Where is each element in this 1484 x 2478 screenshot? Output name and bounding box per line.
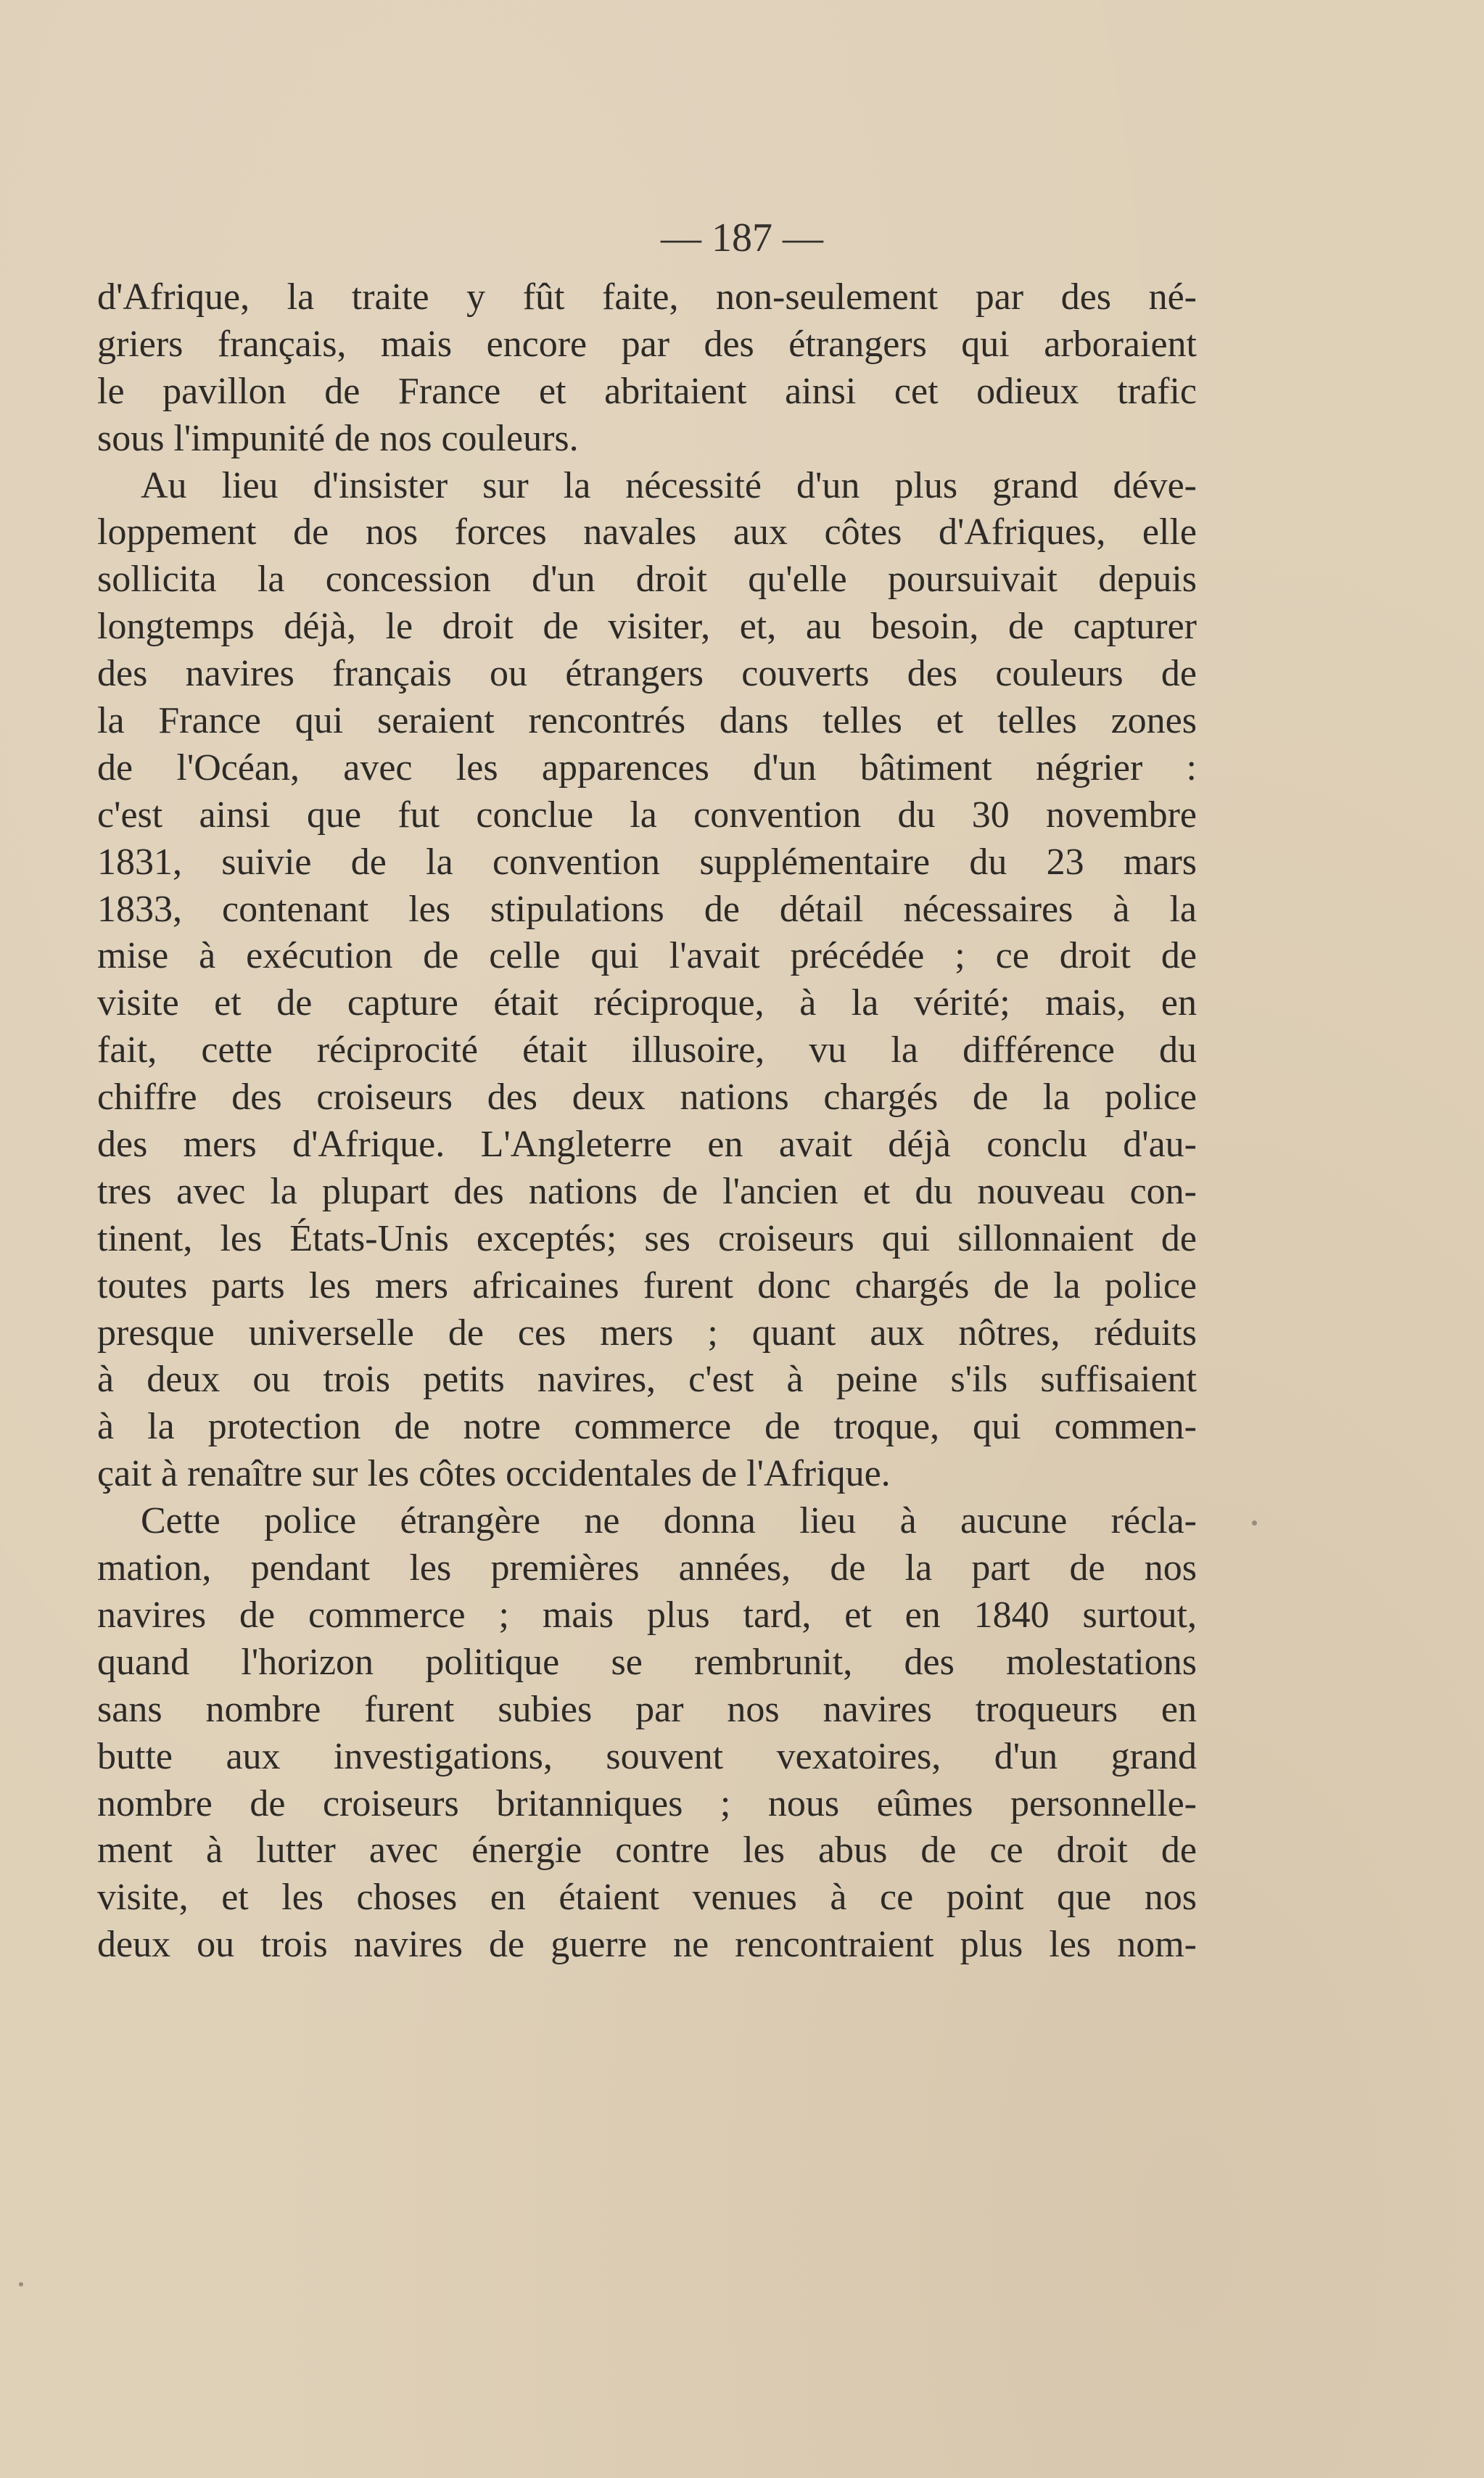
text-line: de l'Océan, avec les apparences d'un bâtiment négrier : [97,746,1197,789]
text-line: sans nombre furent subies par nos navires troqueurs en [97,1688,1197,1730]
text-line: 1833, contenant les stipulations de détail nécessaires à la [97,888,1197,930]
text-line: fait, cette réciprocité était illusoire, vu la différence du [97,1029,1197,1071]
text-line: des mers d'Afrique. L'Angleterre en avait déjà conclu d'au- [97,1124,1197,1166]
text-line: navires de commerce ; mais plus tard, et en 1840 surtout, [97,1594,1197,1636]
text-line: toutes parts les mers africaines furent donc chargés de la police [97,1264,1197,1306]
text-line: visite et de capture était réciproque, à la vérité; mais, en [97,982,1197,1024]
text-line: 1831, suivie de la convention supplémentaire du 23 mars [97,841,1197,883]
text-line: butte aux investigations, souvent vexatoires, d'un grand [97,1735,1197,1777]
text-line: loppement de nos forces navales aux côtes d'Afriques, elle [97,511,1197,553]
text-line: à la protection de notre commerce de troque, qui commen- [97,1406,1197,1448]
text-line: visite, et les choses en étaient venues à ce point que nos [97,1877,1197,1919]
text-line: Au lieu d'insister sur la nécessité d'un plus grand déve- [141,464,1197,506]
text-line: tres avec la plupart des nations de l'ancien et du nouveau con- [97,1170,1197,1212]
text-line: ment à lutter avec énergie contre les abus de ce droit de [97,1829,1197,1872]
text-line: mation, pendant les premières années, de la part de nos [97,1547,1197,1589]
text-line: çait à renaître sur les côtes occidentales de l'Afrique. [97,1453,891,1495]
text-line: chiffre des croiseurs des deux nations chargés de la police [97,1077,1197,1119]
text-line: la France qui seraient rencontrés dans telles et telles zones [97,700,1197,742]
text-line: Cette police étrangère ne donna lieu à aucune récla- [141,1500,1197,1542]
paper-speck [1252,1520,1257,1526]
text-line: à deux ou trois petits navires, c'est à peine s'ils suffisaient [97,1359,1197,1401]
text-line: des navires français ou étrangers couverts des couleurs de [97,653,1197,695]
text-line: longtemps déjà, le droit de visiter, et, au besoin, de capturer [97,606,1197,648]
text-line: griers français, mais encore par des étrangers qui arboraient [97,323,1197,365]
text-line: presque universelle de ces mers ; quant aux nôtres, réduits [97,1312,1197,1354]
paper-speck [19,2282,23,2286]
text-line: le pavillon de France et abritaient ainsi cet odieux trafic [97,370,1197,412]
text-line: d'Afrique, la traite y fût faite, non-seulement par des né- [97,276,1197,318]
text-line: tinent, les États-Unis exceptés; ses croiseurs qui sillonnaient de [97,1217,1197,1259]
page-number: — 187 — [661,215,823,260]
text-line: c'est ainsi que fut conclue la convention du 30 novembre [97,794,1197,836]
text-line: sous l'impunité de nos couleurs. [97,417,579,459]
text-line: quand l'horizon politique se rembrunit, des molestations [97,1641,1197,1683]
text-line: sollicita la concession d'un droit qu'elle poursuivait depuis [97,559,1197,601]
text-line: nombre de croiseurs britanniques ; nous eûmes personnelle- [97,1782,1197,1824]
text-line: mise à exécution de celle qui l'avait précédée ; ce droit de [97,935,1197,977]
text-line: deux ou trois navires de guerre ne rencontraient plus les nom- [97,1924,1197,1966]
body-text [97,274,1197,1969]
